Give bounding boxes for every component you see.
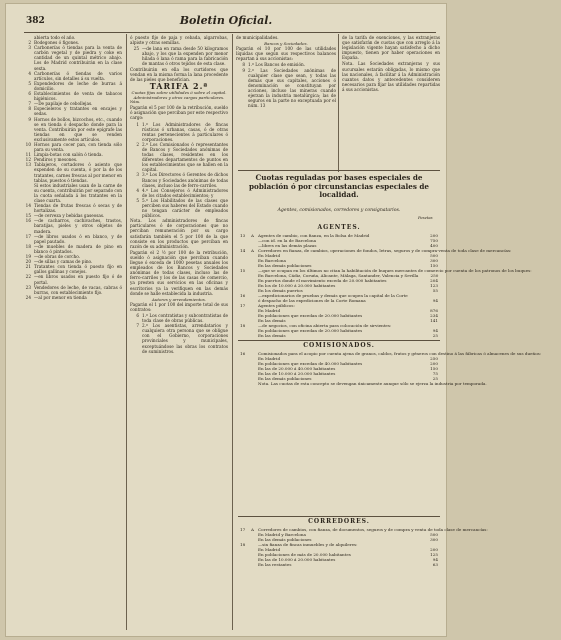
col3-intro: de municipalidades. [236,35,279,40]
page-header [6,10,446,32]
table-row: En las demás poblaciones 150 [258,263,438,268]
corredores-table [240,527,488,567]
list-item: 9 2.º Las Sociedades anónimas de cualquier clase que sean, y todas las demás que sus capitales, acciones ó denominación se constituyan por acciones, incluso las mineras cuando ejerzan la industria metalúrgica; las de seguros en la parte no exceptuada por el núm. 13 [242,67,336,109]
group-heading: Administradores y otros cargos particulares. [133,95,225,101]
list-item: abierta todo el año. [34,35,76,40]
page-number: 382 [26,16,45,26]
list-item: 18 —de muebles de madera de pino en blanco ó pintados. [25,243,122,254]
list-item: 8 1.º Los Bancos de emisión. [242,62,306,68]
column-2 [130,35,228,354]
table-row: En las de 20.000 á 40.000 habitantes 150 [258,366,438,371]
table-row: En poblaciones que excedan de 20.000 habitantes 234 [258,313,438,318]
section-rule [238,340,440,341]
list-item: 11 Limpia-botas con salón ó tienda. [25,152,103,158]
column-divider-1 [126,34,127,630]
list-item: Si estos industriales usan de la carne de su cuenta, contribuirán por separado con la cuota señalada á los tratantes en la clase cuarta. [34,182,122,203]
table-row: En las de 10.000 á 20.000 habitantes 75 [258,371,438,376]
table-row: En los demás puertos 55 [258,288,438,293]
section-heading: Autores y arrendamientos. [151,296,207,302]
agentes-table [240,233,532,338]
col2-intro: ó puesto fijo de paja y cebada, algarrobas, alpiste y otras semillas. [130,35,228,46]
list-item: 15 —de cerveza y bebidas gaseosas. [25,213,105,219]
main-title: Cuotas reguladas por bases especiales de población ó por circunstancias especiales de localidad. [249,173,429,200]
col2-paragraph: Pagarán el 2 ½ por 100 de la retribución, sueldo ó asignación que perciban cuando llegue ó exceda de 1000 pesetas anuales los empleados de los Bancos y Sociedades anónimas de todas clases, incluso las de ferro-carriles y los de las casas de comercio, ya presten sus servicios en las oficinas y escritorios ya la verifiquen en las demás donde se halle establecida la industria. [130,249,228,296]
table-row: 13 A Agentes de cambio, con fianza, en la Bolsa de Madrid 200 [240,233,438,238]
list-item: 7 —De papilaje de cebollejas. [28,101,93,107]
list-item: 2 Bodegones ó figones. [28,40,80,46]
pesetas-label: Pesetas [418,215,433,220]
list-item: 14 Tiendas de frutas frescas ó secas y de hortalizas. [25,203,122,214]
col2-nota: Nota. Los administradores de fincas particulares ó de corporaciones que no perciban remuneración por su cargo satisfarán también el 5 por 100 de la que consiste en los productos que perciban en razón de su administración. [130,218,228,249]
list-item: 25 —de lana en rama desde 50 kilogramos abajo, y los que la expenden por menor hilada ó lana ó rama para la fabricación de mantas ó otros tejidos de esta clase. [133,46,228,67]
list-item: 3 Carbonerías ó tiendas para la venta de carbón vegetal y de piedra y coke en cantidad de un quintal métrico abajo. Los de Madrid contribuirán en la clase sexta. [28,45,122,71]
newspaper-page [6,4,542,636]
header-rule [24,32,436,33]
table-row: En Madrid 250 [258,356,438,361]
list-item: 3 3.º Los Directores ó Gerentes de dichos Bancos y Sociedades anónimas de todas clases, incluso las de ferro-carriles. [136,172,228,188]
list-item: 1 1.º Los Administradores de fincas rústicas ó urbanas, casas, ó de otras rentas pertenecientes á particulares ó corporaciones. [136,121,228,142]
table-row: En poblaciones de más de 20.000 habitantes 125 [258,552,438,557]
list-item: 20 —de sillas y camas de pino. [25,259,93,265]
table-row: En Madrid y Barcelona 500 [258,532,438,537]
section-rule [238,516,440,517]
section-corredores: CORREDORES. [308,518,370,525]
list-item: 16 —de cacharros, cachivaches, trastos, baratijas, pieles y otros objetos de madera. [25,218,122,234]
section-heading: Bancos y Sociedades. [264,41,308,47]
tarifa-heading: TARIFA 2.ª [149,80,209,91]
list-item: 10 Hornos para cocer pan, con tienda sólo para su venta. [25,141,122,153]
list-item: 21 Tratantes con tienda ó puesto fijo en gallos gallinas y conejos. [25,264,122,275]
column-4 [342,35,440,93]
table-row: En Madrid 876 [258,308,438,313]
table-row: En puertos donde el movimiento exceda de 20.000 habitantes 204 [258,278,438,283]
table-row: En Barcelona 300 [258,258,438,263]
table-row: Nota. Las cuotas de esta concepto se devengan únicamente aunque sólo se ejerza la industria por temporada. [258,381,487,386]
table-row: En poblaciones que excedan de 20.000 habitantes 94 [258,328,438,333]
column-1 [22,35,122,300]
column-divider-3 [338,34,339,172]
col2-paragraph: Pagarán el 1 por 100 del importe total de sus contratos: [130,301,228,312]
table-row: 16 Comisionados para el acopio por cuenta ajena de granos, caldos, frutos y géneros con destino á las fábricas ó almacenes de sus dueños: [240,351,542,356]
table-row: En las demás 25 [258,333,438,338]
table-row: 16 —expedicionarios de pruebas y demás que ocupen la capital de la Corte [240,293,408,298]
col2-paragraph: Contribuirán en ella los curtidores que vendan en la misma forma la lana procedente de las pieles que benefician. [130,66,228,82]
table-row: 14 A Corredores en fianza, de cambios, operaciones de fondos, letras, seguros y de compra-venta de toda clase de mercancías: [240,248,512,253]
section-comisionados: COMISIONADOS. [303,342,375,349]
column-3 [236,35,336,108]
table-row: En las demás poblaciones 25 [258,376,438,381]
table-row: En Madrid 200 [258,547,438,552]
table-row: 18 —sin fianza de fincas inmuebles y de alquileres: [240,542,358,547]
table-row: En las demás 141 [258,318,438,323]
section-rule [238,170,440,171]
table-row: En las restantes 63 [258,562,438,567]
table-row: —con id. en la de Barcelona 750 [258,238,438,243]
num-label: Núm. [130,100,141,105]
list-item: 7 2.º Los asentistas, arrendatarios y cualquiera otra persona que se obligue con el Gobierno, corporaciones provinciales y municipales, exceptuándose las obras los contratos de suministros. [136,323,228,354]
col4-intro: de la tarifa de exenciones, y las extranjeras que satisfarán de cuotas que con arreglo á la legislación vigente hayan satisfecho á dicho impuesto, tienen por haber operaciones en España. [342,35,440,61]
table-row: En poblaciones que excedan de 40.000 habitantes 200 [258,361,438,366]
table-row: ó despacho de las expediciones de la Corte Romana 94 [258,298,438,303]
list-item: 19 —de obras de corcho. [25,254,81,260]
list-item: 6 Establecimientos de venta de tabacos higiénicos. [28,91,122,102]
table-row: 18 —de negocios, con oficina abierta para colocación de sirvientes: [240,323,392,328]
column-divider-2 [232,34,233,630]
list-item: 5 Expendedores de leche de burras á domicilio. [28,80,122,91]
list-item: 23 Vendedores de leche, de vacas, cabras ó burras, con establecimiento fijo. [25,284,122,295]
section-agentes: AGENTES. [317,224,361,231]
list-item: 2 2.º Los Comisionados ó representantes de Bancos y Sociedades anónimas de todas clases, residentes en los diferentes departamentos de puntos en los establecimientos que se hallen en la capital. [136,141,228,173]
table-row: En los de 10.000 á 20.000 habitantes 123 [258,283,438,288]
list-item: 24 —al por menor en tienda [25,294,87,300]
list-item: 6 1.º Los contratistas y subcontratistas de toda clase de obras públicas. [136,312,228,324]
list-item: 4 4.º Los Consejeros ó Administradores de los citados establecimientos; y [136,187,228,198]
comisionados-table [240,351,542,386]
list-item: 22 —en libros usados en puesto fijo ó de portal. [25,274,122,285]
list-item: 13 Tablajeros, cortadores ó asiento que expenden de su cuenta, ó por la de los tratantes, carnes frescas al por menor en tablas, puestos ó tiendas. [25,162,122,183]
tarifa-subheading: Cuotas fijas sobre utilidades ó sobre el capital. [131,89,227,95]
list-item: 5 5.º Los Habilitados de las clases que perciben sus haberes del Estado cuando no tengan carácter de empleados públicos. [136,197,228,219]
list-item: 9 Hornos de bollos, bizcochos, etc., cuando se en tienda ó despacho donde para la venta. Contribuirán por este epígrafe las tiendas en que se venden exclusivamente estos artículos. [28,116,122,142]
table-row: En las demás poblaciones 300 [258,537,438,542]
table-row: En Barcelona, Cádiz, Coruña, Alicante, Málaga, Santander, Valencia y Sevilla 250 [258,273,439,278]
table-row: En Madrid 500 [258,253,438,258]
list-item: 12 Pendiros y mesones. [25,157,78,163]
col4-nota: Nota. Las Sociedades extranjeras y sus sucursales estarán obligadas, lo mismo que las nacionales, á facilitar á la Administración cuantos datos y antecedentes consideren necesarios para fijar las utilidades repartidas á sus accionistas. [342,61,440,92]
publication-title: Boletin Oficial. [179,14,273,27]
col3-paragraph: Pagarán el 10 por 100 de las utilidades líquidas que según sus respectivos balances repartan á sus accionistas: [236,46,336,62]
main-subtitle: Agentes, comisionados, corredores y consignatarios. [277,208,401,213]
table-row: 17 A Corredores de cambios, con fianza, de documentos, seguros y de compra y venta de toda clase de mercancías: [240,527,488,532]
list-item: 8 Especieleros y tratantes en encajes y sedas. [28,106,122,117]
table-row: 15 —que se ocupan en los últimos no citan la habilitación de buques mercantes de comercio por cuenta de los patronos de los buques: [240,268,532,273]
table-row: 17 Agentes públicos: [240,303,295,308]
table-row: En las de 10.000 á 20.000 habitantes 94 [258,557,438,562]
col2-paragraph: Pagarán el 5 por 100 de la retribución, sueldo ó asignación que perciban por este respectivo cargo: [130,105,228,121]
table-row: —libres en las demás plazas 400 [258,243,438,248]
list-item: 17 —de libros usados ó en blanco, y de papel pautado. [25,233,122,244]
list-item: 4 Carbonerías ó tiendas de varios artículos, sin detalles á su vuelta. [28,70,122,81]
